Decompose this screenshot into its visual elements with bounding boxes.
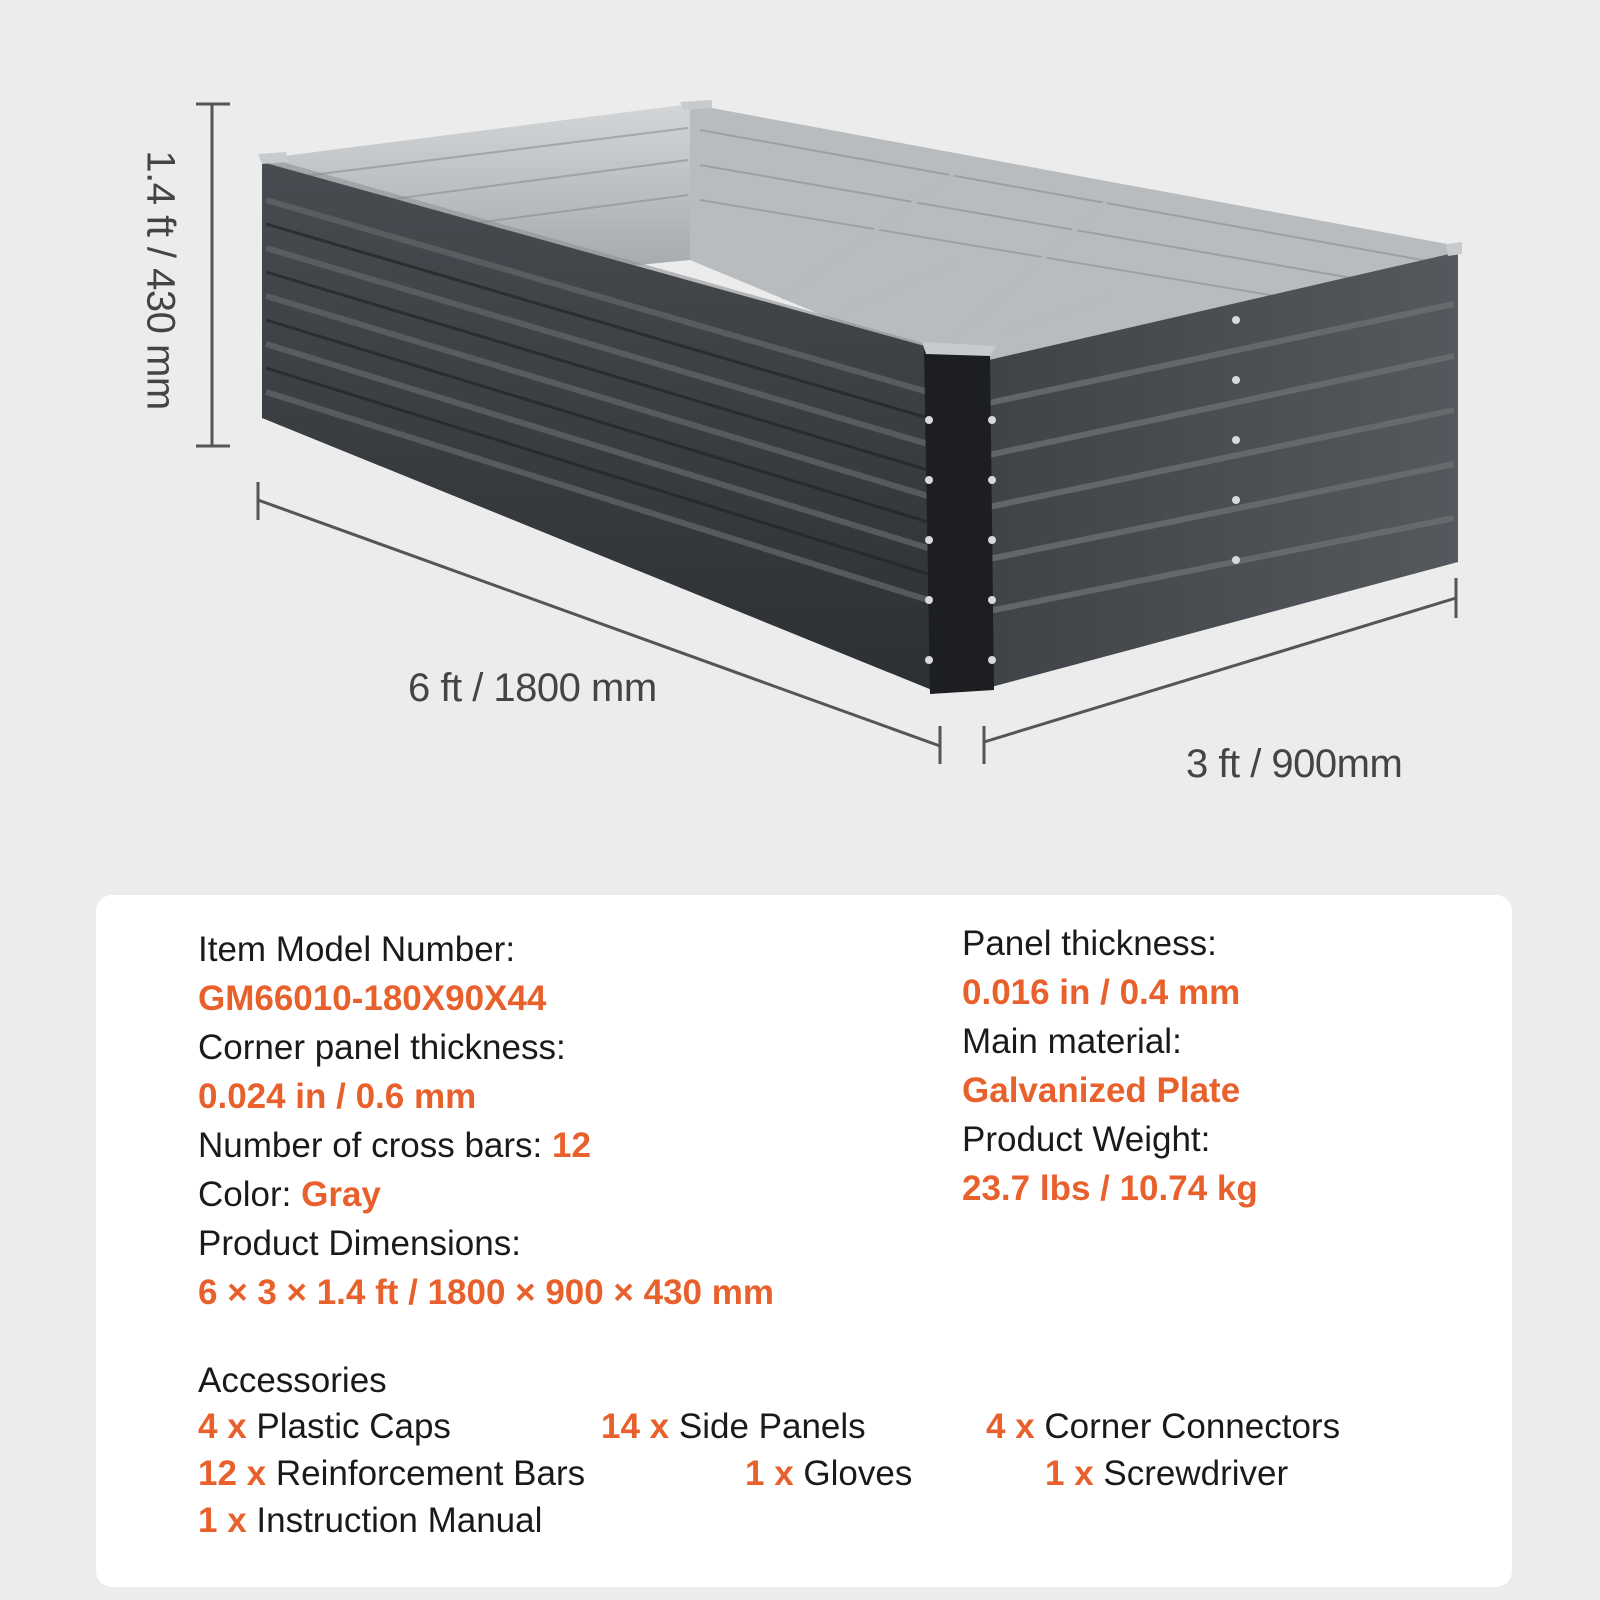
specifications-card [96,895,1512,1587]
spec-label-panel-thickness: Panel thickness: [962,924,1217,963]
spec-value-corner-thickness: 0.024 in / 0.6 mm [198,1077,477,1116]
plastic-cap [258,152,288,164]
specs-left-column [198,925,774,1317]
width-dimension-label: 3 ft / 900mm [1186,742,1403,786]
spec-label-model: Item Model Number: [198,930,516,969]
plastic-cap [1446,242,1462,256]
spec-value-panel-thickness: 0.016 in / 0.4 mm [962,973,1241,1012]
spec-label-color: Color: [198,1175,302,1214]
accessory-item: 14 x Side Panels [601,1407,866,1446]
spec-cross-bars [198,1121,774,1170]
length-dimension-label: 6 ft / 1800 mm [408,666,657,710]
spec-label-material: Main material: [962,1022,1182,1061]
spec-value-cross-bars: 12 [552,1126,591,1165]
accessory-item: 4 x Corner Connectors [986,1407,1341,1446]
specs-right-column [962,919,1258,1213]
accessory-item: 1 x Screwdriver [1045,1454,1289,1493]
accessory-item: 4 x Plastic Caps [198,1407,451,1446]
spec-value-color: Gray [301,1175,381,1214]
spec-label-corner-thickness: Corner panel thickness: [198,1028,566,1067]
spec-color [198,1170,774,1219]
spec-label-dimensions: Product Dimensions: [198,1224,521,1263]
accessory-item: 1 x Gloves [745,1454,913,1493]
spec-label-weight: Product Weight: [962,1120,1211,1159]
height-dimension-label: 1.4 ft / 430 mm [138,150,183,410]
spec-label-cross-bars: Number of cross bars: [198,1126,552,1165]
spec-value-dimensions: 6 × 3 × 1.4 ft / 1800 × 900 × 430 mm [198,1273,774,1312]
accessories-title: Accessories [198,1361,387,1400]
spec-value-weight: 23.7 lbs / 10.74 kg [962,1169,1258,1208]
accessory-item: 12 x Reinforcement Bars [198,1454,586,1493]
spec-value-model: GM66010-180X90X44 [198,979,547,1018]
accessory-item: 1 x Instruction Manual [198,1501,543,1540]
spec-value-material: Galvanized Plate [962,1071,1241,1110]
corner-connector [924,348,994,694]
